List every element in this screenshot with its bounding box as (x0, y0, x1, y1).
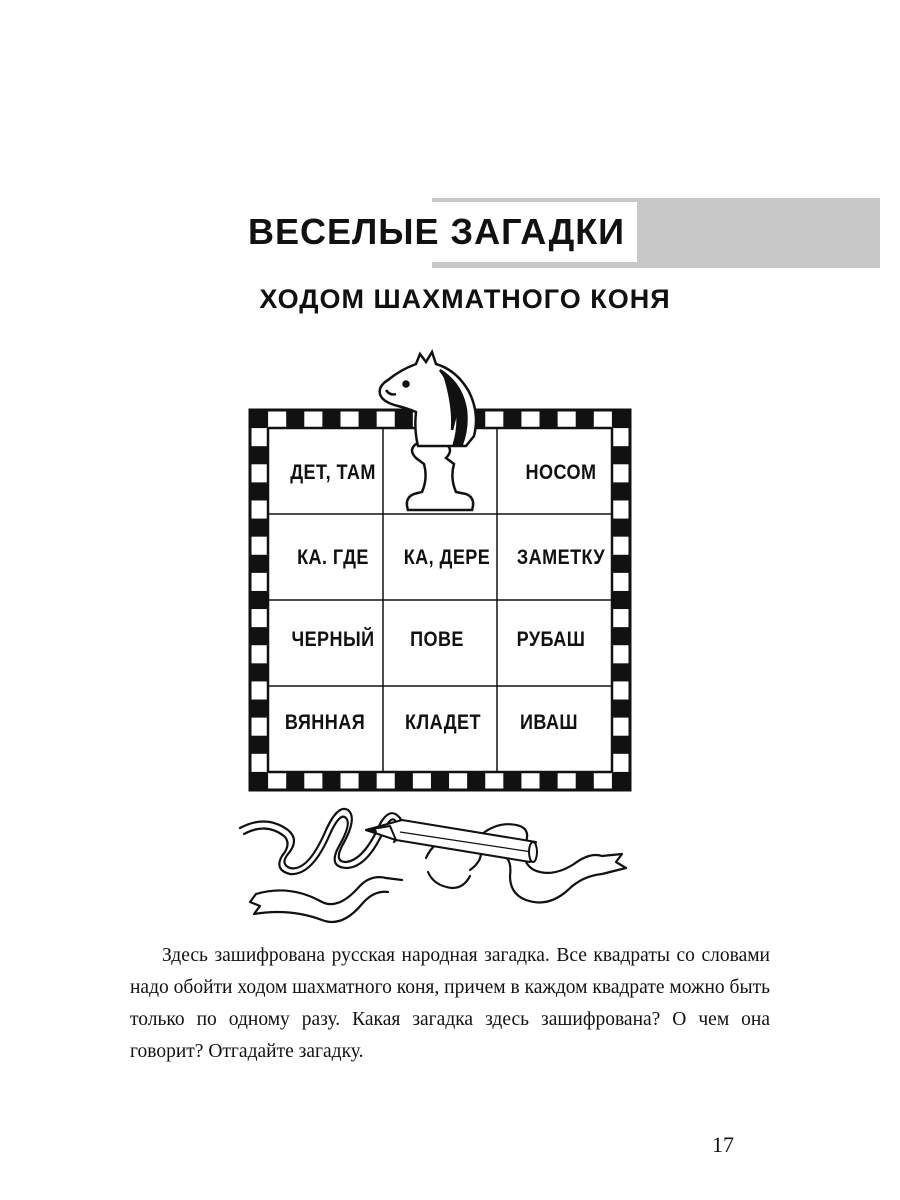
board-cell-r4c2: КЛАДЕТ (405, 711, 481, 734)
board-cell-r1c3: НОСОМ (525, 461, 597, 484)
border-square (359, 410, 377, 428)
border-square (467, 772, 485, 790)
border-square (395, 410, 413, 428)
chessboard-puzzle (230, 340, 650, 810)
ribbon-with-pencil (230, 790, 650, 940)
board-cell-r2c2: КА, ДЕРЕ (403, 546, 491, 569)
border-square (540, 410, 558, 428)
border-square (503, 772, 521, 790)
border-square (359, 772, 377, 790)
border-square (576, 410, 594, 428)
border-square (612, 700, 630, 718)
border-square (612, 663, 630, 681)
border-square (612, 627, 630, 645)
page-number: 17 (712, 1132, 734, 1157)
border-square (250, 519, 268, 537)
section-title: ВЕСЕЛЫЕ ЗАГАДКИ (240, 202, 637, 262)
border-square (250, 663, 268, 681)
border-square (612, 446, 630, 464)
board-cell-r3c1: ЧЕРНЫЙ (291, 628, 375, 651)
border-square (540, 772, 558, 790)
border-square (395, 772, 413, 790)
border-square (250, 482, 268, 500)
border-square (250, 410, 268, 428)
board-cell-r4c1: ВЯННАЯ (284, 711, 366, 734)
border-square (286, 772, 304, 790)
border-square (322, 410, 340, 428)
border-square (612, 410, 630, 428)
border-square (250, 736, 268, 754)
border-square (250, 446, 268, 464)
border-square (322, 772, 340, 790)
border-square (431, 772, 449, 790)
board-cell-r3c2: ПОВЕ (410, 628, 464, 651)
border-square (250, 591, 268, 609)
border-square (250, 627, 268, 645)
riddle-paragraph: Здесь зашифрована русская народная загадка. Все квадраты со словами надо обойти ходом шахматного коня, причем в каждом квадрате можно быть только по одному разу. Какая загадка здесь зашифрована? О чем она говорит? Отгадайте загадку. (130, 945, 770, 1062)
border-square (612, 519, 630, 537)
puzzle-title: ХОДОМ ШАХМАТНОГО КОНЯ (259, 284, 671, 314)
border-square (286, 410, 304, 428)
border-square (250, 555, 268, 573)
border-square (612, 482, 630, 500)
border-square (612, 591, 630, 609)
border-square (612, 772, 630, 790)
border-square (250, 700, 268, 718)
border-square (612, 736, 630, 754)
board-cell-r4c3: ИВАШ (519, 711, 579, 734)
board-cell-r2c1: КА. ГДЕ (297, 546, 369, 569)
border-square (503, 410, 521, 428)
board-cell-r2c3: ЗАМЕТКУ (516, 546, 606, 569)
border-square (576, 772, 594, 790)
board-cell-r1c1: ДЕТ, ТАМ (290, 461, 376, 484)
border-square (250, 772, 268, 790)
border-square (612, 555, 630, 573)
board-cell-r3c3: РУБАШ (516, 628, 586, 651)
pencil-icon (366, 820, 537, 862)
